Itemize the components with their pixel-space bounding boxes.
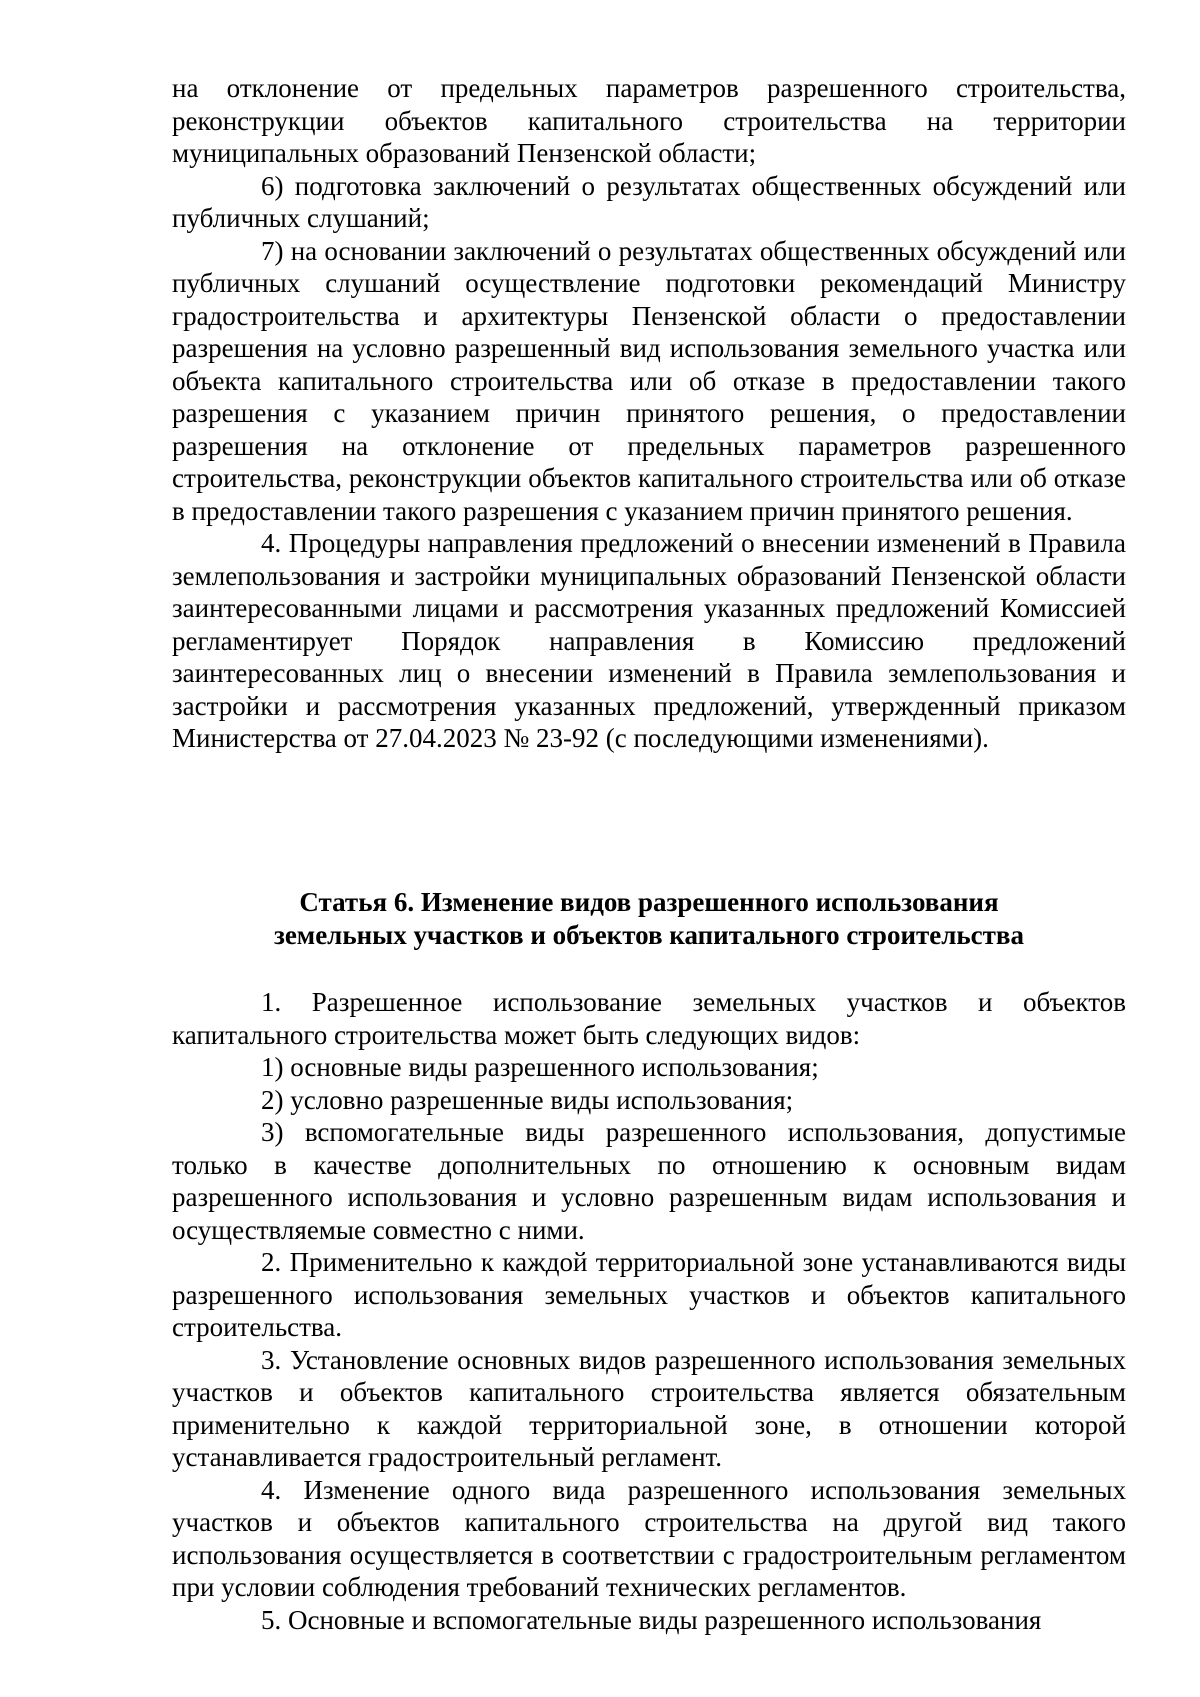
article-body-text (172, 986, 1126, 1636)
paragraph-point-5: 5. Основные и вспомогательные виды разрешенного использования (261, 1604, 1042, 1635)
article-heading-line-2: земельных участков и объектов капитального строительства (273, 919, 1025, 950)
article-heading-line-1: Статья 6. Изменение видов разрешенного использования (299, 887, 999, 917)
paragraph-continuation: на отклонение от предельных параметров разрешенного строительства, реконструкции объектов капитального строительства на территории муниципальных образований Пензенской области; (172, 73, 1126, 168)
paragraph-point-2: 2. Применительно к каждой территориальной зоне устанавливаются виды разрешенного использования земельных участков и объектов капитального строительства. (172, 1247, 1126, 1342)
paragraph-point-1: 1. Разрешенное использование земельных участков и объектов капитального строительства может быть следующих видов: (172, 987, 1126, 1050)
paragraph-point-4: 4. Процедуры направления предложений о внесении изменений в Правила землепользования и застройки муниципальных образований Пензенской области заинтересованными лицами и рассмотрения указанных предложений Комиссией регламентирует Порядок направления в Комиссию предложений заинтересованных лиц о внесении изменений в Правила землепользования и застройки и рассмотрения указанных предложений, утвержденный приказом Министерства от 27.04.2023 № 23-92 (с последующими изменениями). (172, 528, 1126, 753)
previous-section-text (172, 72, 1126, 755)
paragraph-item-7: 7) на основании заключений о результатах общественных обсуждений или публичных слушаний осуществление подготовки рекомендаций Министру градостроительства и архитектуры Пензенской области о предоставлении разрешения на условно разрешенный вид использования земельного участка или объекта капитального строительства или об отказе в предоставлении такого разрешения с указанием причин принятого решения, о предоставлении разрешения на отклонение от предельных параметров разрешенного строительства, реконструкции объектов капитального строительства или об отказе в предоставлении такого разрешения с указанием причин принятого решения. (172, 235, 1126, 526)
list-item-2: 2) условно разрешенные виды использования; (261, 1084, 794, 1115)
list-item-3: 3) вспомогательные виды разрешенного использования, допустимые только в качестве дополнительных по отношению к основным видам разрешенного использования и условно разрешенным видам использования и осуществляемые совместно с ними. (172, 1117, 1126, 1245)
paragraph-point-3: 3. Установление основных видов разрешенного использования земельных участков и объектов капитального строительства является обязательным применительно к каждой территориальной зоне, в отношении которой устанавливается градостроительный регламент. (172, 1344, 1126, 1472)
article-heading (172, 886, 1126, 951)
paragraph-item-6: 6) подготовка заключений о результатах общественных обсуждений или публичных слушаний; (172, 170, 1126, 233)
paragraph-point-4: 4. Изменение одного вида разрешенного использования земельных участков и объектов капитального строительства на другой вид такого использования осуществляется в соответствии с градостроительным регламентом при условии соблюдения требований технических регламентов. (172, 1474, 1126, 1602)
list-item-1: 1) основные виды разрешенного использования; (261, 1052, 819, 1082)
